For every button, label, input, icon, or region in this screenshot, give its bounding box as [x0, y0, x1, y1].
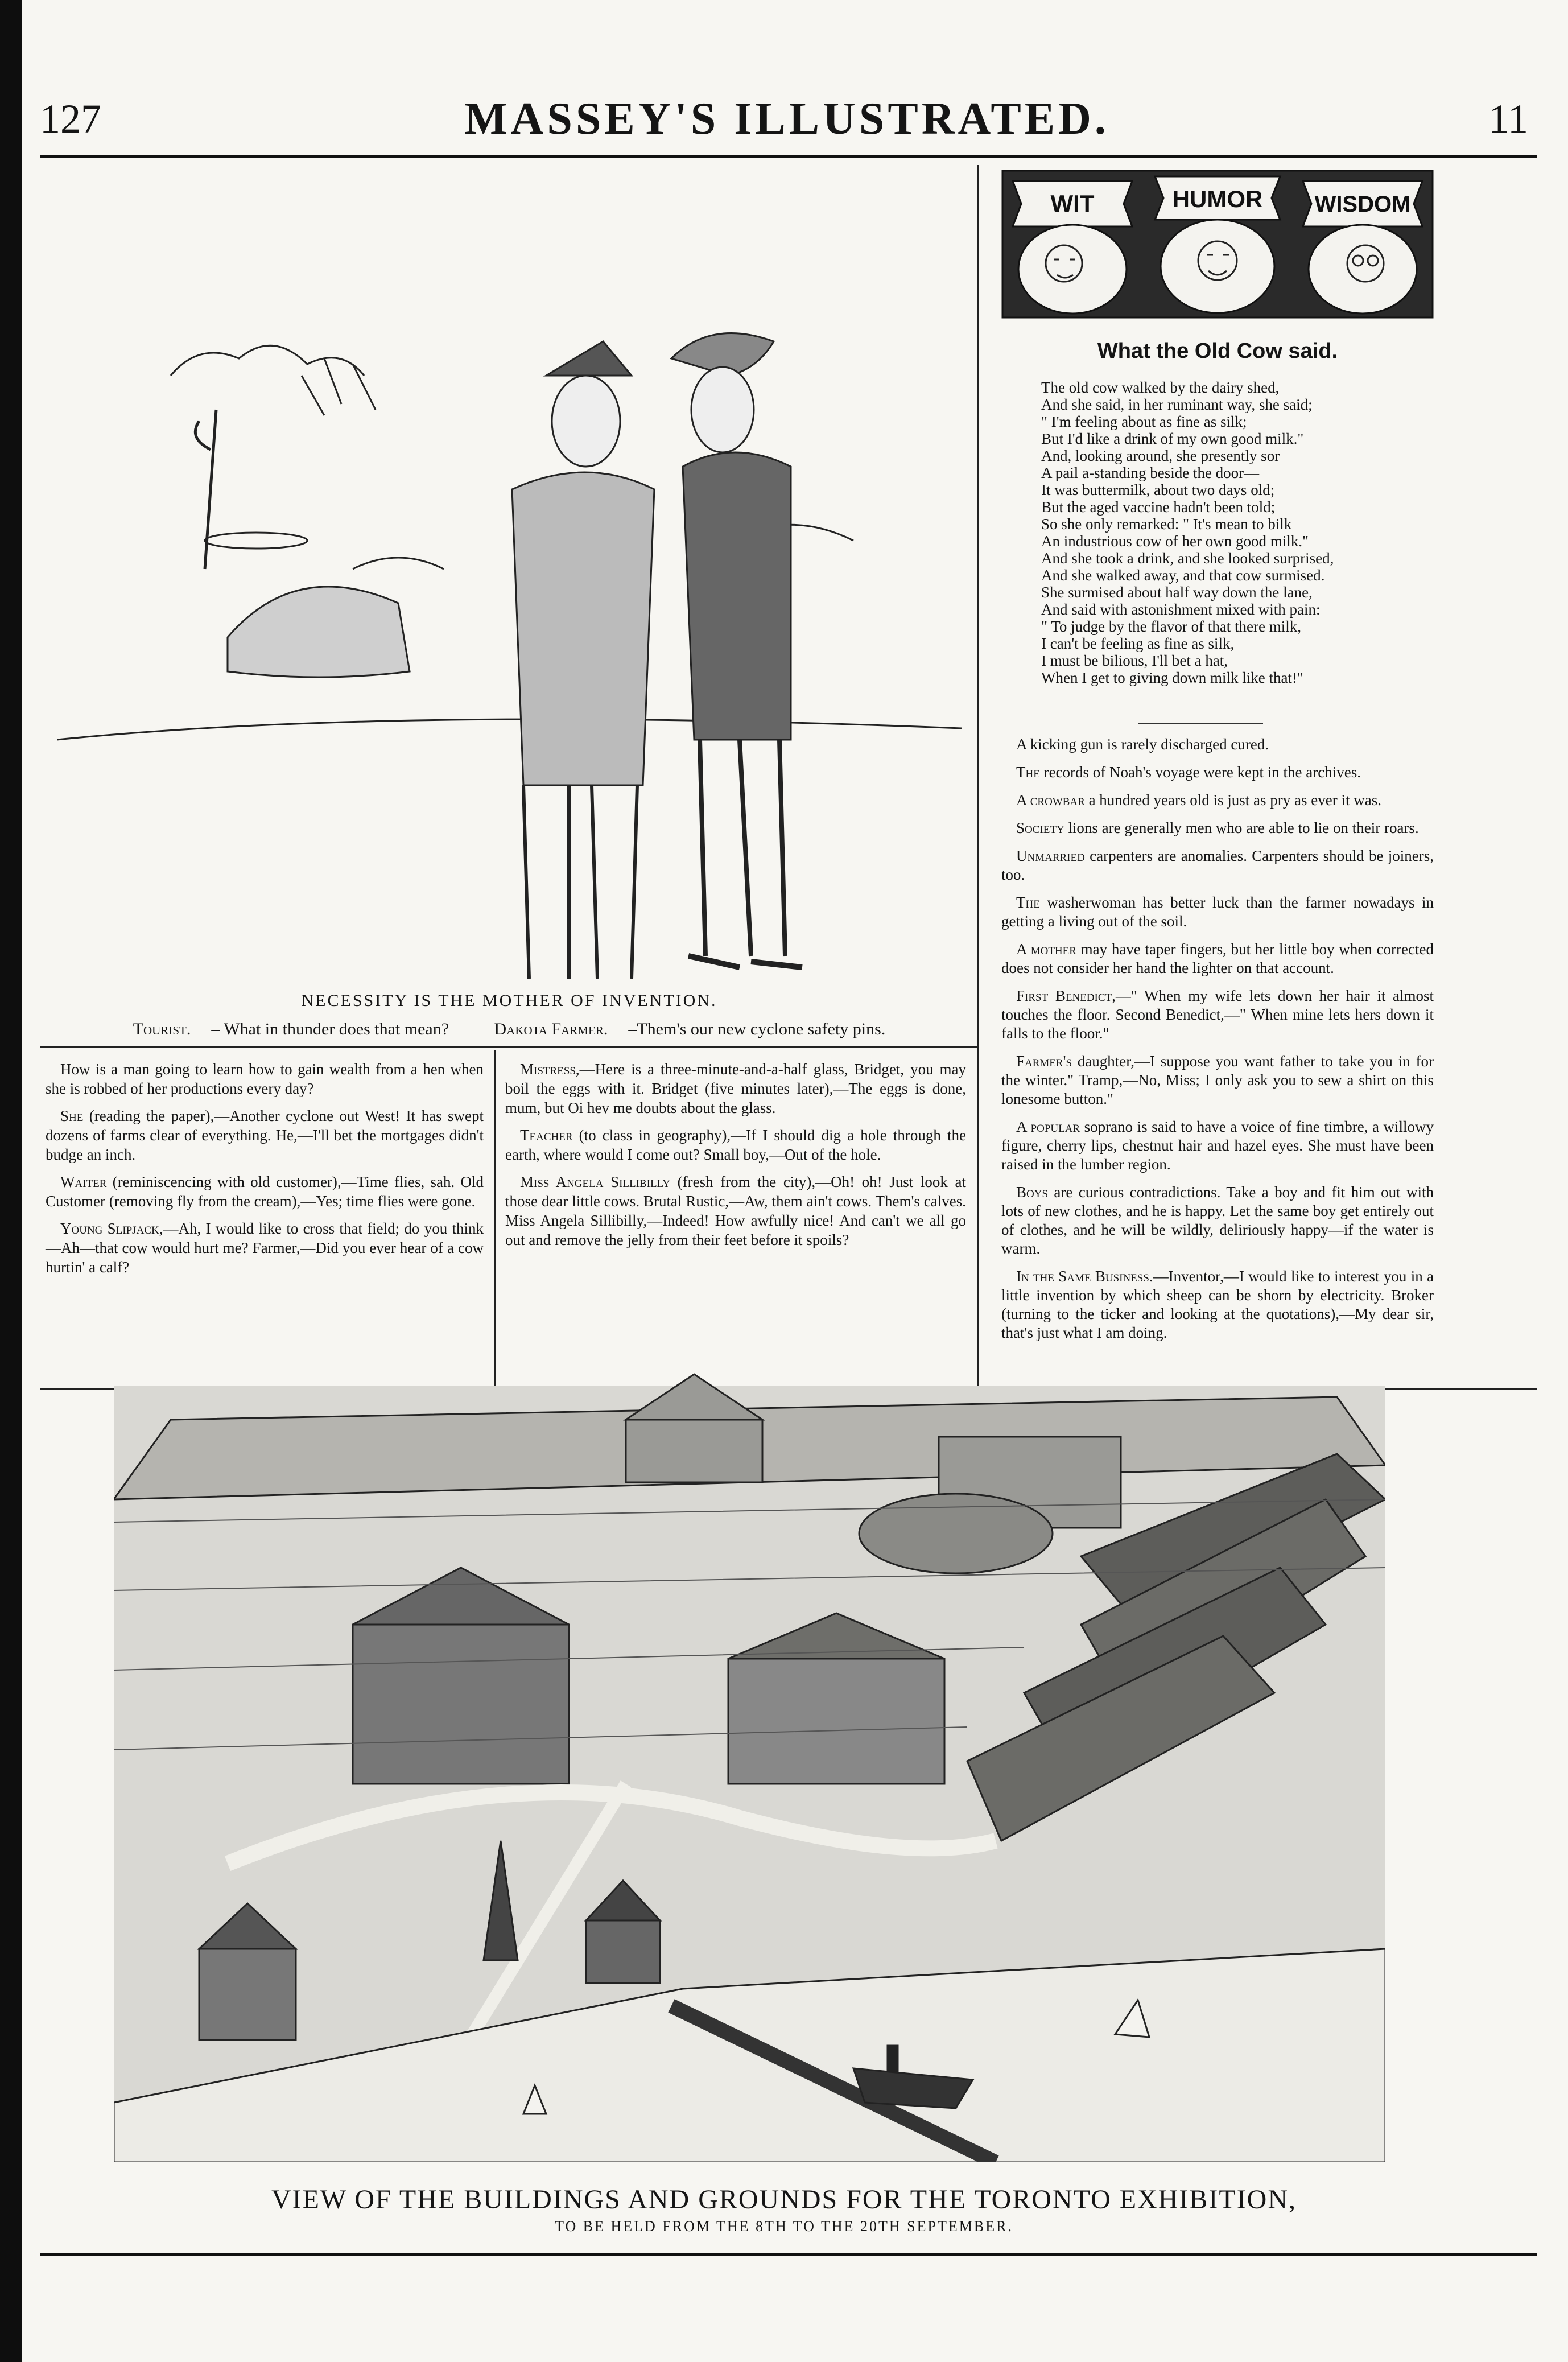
- poem-line: It was buttermilk, about two days old;: [1041, 481, 1275, 498]
- right-jokes-column: [1001, 735, 1434, 1351]
- joke-text: soprano is said to have a voice of fine timbre, a willowy figure, cherry lips, chestnut hair and hazel eyes. She must have been raised in the lumber region.: [1001, 1118, 1434, 1173]
- joke-item: [46, 1106, 484, 1164]
- joke-item: [1001, 735, 1434, 754]
- poem-line: But I'd like a drink of my own good milk.": [1041, 430, 1304, 447]
- tourist-speaker: Tourist.: [133, 1020, 191, 1038]
- banner-wit: WIT: [1050, 190, 1095, 217]
- joke-item: [505, 1172, 966, 1250]
- joke-lead: Unmarried: [1016, 847, 1085, 864]
- masthead-title: MASSEY'S ILLUSTRATED.: [464, 94, 1109, 144]
- poem-line: When I get to giving down milk like that!": [1041, 669, 1303, 686]
- left-jokes-column: [46, 1060, 484, 1285]
- farmer-line: –Them's our new cyclone safety pins.: [628, 1020, 886, 1038]
- joke-item: [46, 1060, 484, 1098]
- joke-text: lions are generally men who are able to lie on their roars.: [1064, 819, 1419, 836]
- joke-item: [1001, 1267, 1434, 1342]
- joke-text: daughter,—I suppose you want father to take you in for the winter." Tramp,—No, Miss; I only ask you to sew a shirt on this lonesome button.": [1001, 1053, 1434, 1107]
- cartoon-caption: NECESSITY IS THE MOTHER OF INVENTION.: [301, 991, 717, 1010]
- joke-text: (reminiscencing with old customer),—Time flies, sah. Old Customer (removing fly from the cream),—Yes; time flies were gone.: [46, 1173, 484, 1210]
- joke-lead: Society: [1016, 819, 1064, 836]
- joke-lead: The: [1016, 764, 1040, 781]
- joke-text: —Here is a three-minute-and-a-half glass, Bridget, you may boil the eggs with it. Bridget (five minutes later),—The eggs is done, mum, but Oi hev me doubts about the glass.: [505, 1061, 966, 1116]
- joke-lead: A popular: [1016, 1118, 1080, 1135]
- poem-line: She surmised about half way down the lane,: [1041, 584, 1313, 601]
- joke-item: [505, 1060, 966, 1118]
- joke-text: (reading the paper),—Another cyclone out West! It has swept dozens of farms clear of everything. He,—I'll bet the mortgages didn't budge an inch.: [46, 1107, 484, 1163]
- farmer-speaker: Dakota Farmer.: [494, 1020, 608, 1038]
- issue-number: 11: [1488, 96, 1528, 142]
- joke-lead: She: [60, 1107, 84, 1124]
- tourist-line: – What in thunder does that mean?: [211, 1020, 449, 1038]
- column-divider-middle: [494, 1050, 496, 1386]
- joke-text: (fresh from the city),—Oh! oh! Just look at those dear little cows. Brutal Rustic,—Aw, them ain't cows. Them's calves. Miss Angela Sillibilly,—Indeed! How awfully nice! And can't we all go out and remove the jelly from their feet before it spoils?: [505, 1173, 966, 1248]
- poem-line: And she took a drink, and she looked surprised,: [1041, 550, 1334, 567]
- joke-item: [1001, 763, 1434, 782]
- joke-text: —" When my wife lets down her hair it almost touches the floor. Second Benedict,—" When mine lets hers down it falls to the floor.": [1001, 987, 1434, 1042]
- joke-item: [1001, 987, 1434, 1043]
- page-header: [40, 85, 1534, 154]
- poem-title: What the Old Cow said.: [1097, 339, 1338, 363]
- poem-line: " I'm feeling about as fine as silk;: [1041, 413, 1247, 430]
- header-rule: [40, 155, 1537, 158]
- middle-jokes-column: [505, 1060, 966, 1258]
- joke-text: —Ah, I would like to cross that field; do you think—Ah—that cow would hurt me? Farmer,—Did you ever hear of a cow hurtin' a calf?: [46, 1220, 484, 1276]
- joke-lead: A crowbar: [1016, 792, 1085, 809]
- exhibition-grounds-illustration: [114, 1351, 1385, 2162]
- poem-line: And she walked away, and that cow surmised.: [1041, 567, 1325, 584]
- poem-line: The old cow walked by the dairy shed,: [1041, 379, 1280, 396]
- joke-item: [505, 1126, 966, 1164]
- joke-text: carpenters are anomalies. Carpenters should be joiners, too.: [1001, 847, 1434, 883]
- poem-line: And she said, in her ruminant way, she said;: [1041, 396, 1313, 413]
- poem-line: So she only remarked: " It's mean to bilk: [1041, 516, 1292, 533]
- joke-lead: The: [1016, 894, 1040, 911]
- banner-humor: HUMOR: [1172, 186, 1263, 212]
- joke-text: records of Noah's voyage were kept in the archives.: [1039, 764, 1361, 781]
- joke-item: [46, 1219, 484, 1277]
- exhibition-caption-title: VIEW OF THE BUILDINGS AND GROUNDS FOR THE TORONTO EXHIBITION,: [271, 2184, 1297, 2215]
- page-number: 127: [40, 96, 101, 142]
- poem-body: [1041, 379, 1428, 686]
- joke-lead: Mistress,: [520, 1061, 580, 1078]
- joke-lead: A mother: [1016, 941, 1076, 958]
- joke-item: [1001, 791, 1434, 810]
- banner-wisdom: WISDOM: [1314, 192, 1411, 217]
- joke-lead: Young Slipjack,: [60, 1220, 163, 1237]
- joke-lead: Boys: [1016, 1184, 1049, 1201]
- page-bottom-rule: [40, 2253, 1537, 2256]
- poem-line: An industrious cow of her own good milk.": [1041, 533, 1309, 550]
- joke-text: (to class in geography),—If I should dig a hole through the earth, where would I come out? Small boy,—Out of the hole.: [505, 1127, 966, 1163]
- exhibition-caption-subtitle: TO BE HELD FROM THE 8TH TO THE 20TH SEPTEMBER.: [555, 2218, 1013, 2235]
- poem-divider: [1138, 723, 1263, 724]
- joke-item: [1001, 847, 1434, 884]
- joke-text: are curious contradictions. Take a boy and fit him out with lots of new clothes, and he is happy. Let the same boy get entirely out of clothes, and he will be wildly, deliriously happy—if the water is warm.: [1001, 1184, 1434, 1257]
- poem-line: And said with astonishment mixed with pain:: [1041, 601, 1321, 618]
- joke-item: [1001, 1052, 1434, 1108]
- joke-text: a hundred years old is just as pry as ever it was.: [1084, 792, 1381, 809]
- cartoon-bottom-rule: [40, 1046, 979, 1048]
- poem-line: And, looking around, she presently sor: [1041, 447, 1280, 464]
- joke-lead: First Benedict,: [1016, 987, 1116, 1004]
- cartoon-dialogue: [57, 1020, 962, 1039]
- binding-edge: [0, 0, 22, 2362]
- joke-lead: Farmer's: [1016, 1053, 1072, 1070]
- joke-text: may have taper fingers, but her little boy when corrected does not consider her hand the lighter on that account.: [1001, 941, 1434, 976]
- joke-lead: Miss Angela Sillibilly: [520, 1173, 670, 1190]
- joke-item: [1001, 1118, 1434, 1174]
- joke-item: [1001, 940, 1434, 978]
- joke-item: [46, 1172, 484, 1211]
- joke-item: [1001, 819, 1434, 838]
- poem-line: " To judge by the flavor of that there milk,: [1041, 618, 1302, 635]
- wit-humor-wisdom-banner: [1001, 170, 1434, 319]
- joke-lead: Waiter: [60, 1173, 107, 1190]
- joke-text: washerwoman has better luck than the farmer nowadays in getting a living out of the soil.: [1001, 894, 1434, 930]
- joke-lead: Teacher: [520, 1127, 573, 1144]
- poem-line: I can't be feeling as fine as silk,: [1041, 635, 1235, 652]
- poem-line: But the aged vaccine hadn't been told;: [1041, 498, 1276, 516]
- joke-text: —Inventor,—I would like to interest you in a little invention by which sheep can be shorn by electricity. Broker (turning to the ticker and looking at the quotations),—My dear sir, that's just what I am doing.: [1001, 1268, 1434, 1341]
- poem-line: I must be bilious, I'll bet a hat,: [1041, 652, 1228, 669]
- joke-text: How is a man going to learn how to gain wealth from a hen when she is robbed of her productions every day?: [46, 1061, 484, 1097]
- joke-item: [1001, 893, 1434, 931]
- cartoon-illustration: [57, 171, 962, 979]
- joke-item: [1001, 1183, 1434, 1258]
- poem-line: A pail a-standing beside the door—: [1041, 464, 1260, 481]
- column-divider-right: [977, 165, 979, 1388]
- joke-text: A kicking gun is rarely discharged cured.: [1016, 736, 1269, 753]
- joke-lead: In the Same Business.: [1016, 1268, 1153, 1285]
